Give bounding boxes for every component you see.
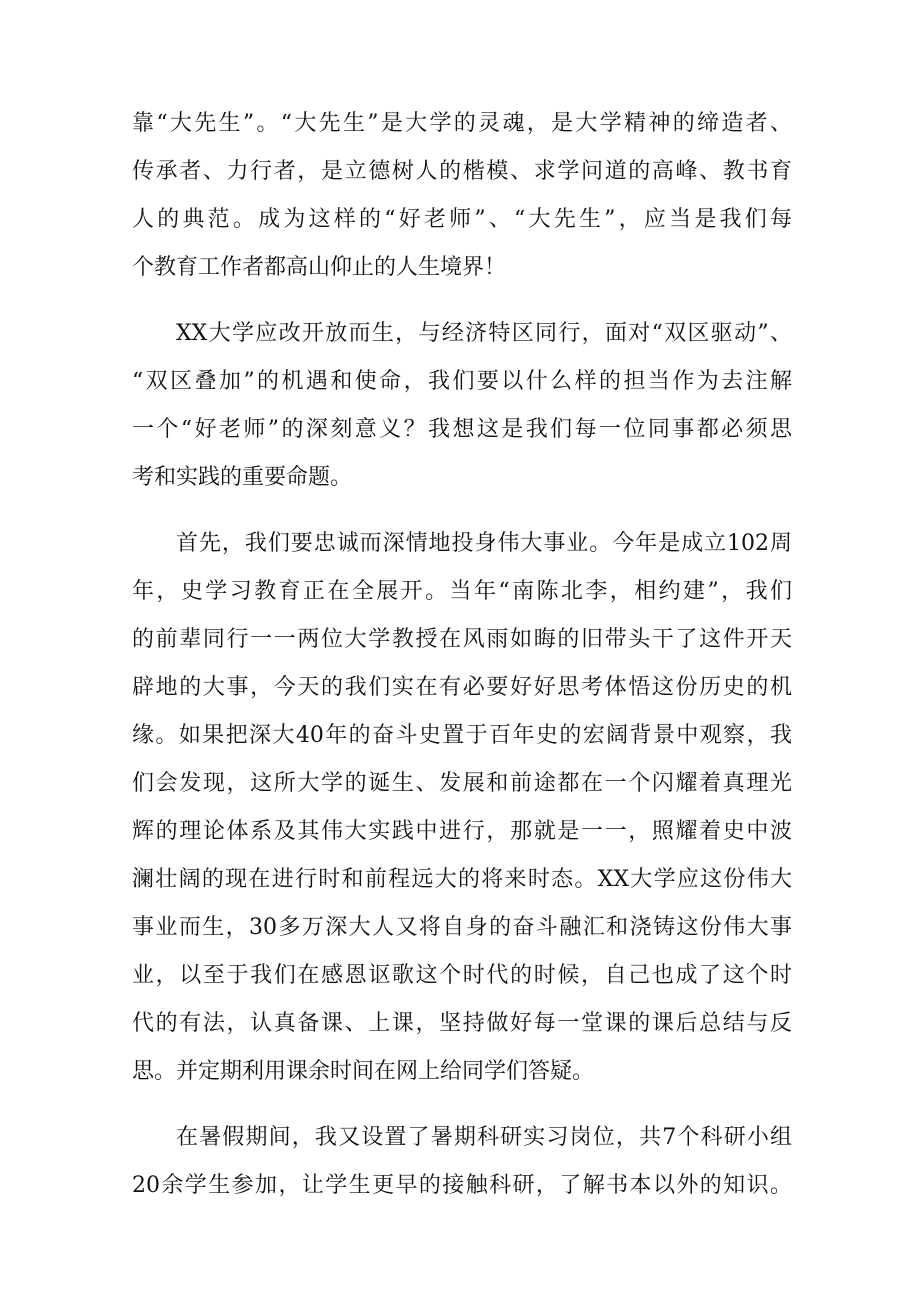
text-line: XX大学应改开放而生，与经济特区同行，面对“双区驱动”、 [176, 321, 792, 346]
text-line: 缘。如果把深大40年的奋斗史置于百年史的宏阔背景中观察，我 [132, 723, 792, 748]
text-line: 一个“好老师”的深刻意义？我想这是我们每一位同事都必须思 [132, 417, 792, 442]
text-line: 个教育工作者都高山仰止的人生境界！ [132, 255, 507, 280]
text-line: 事业而生，30多万深大人又将自身的奋斗融汇和浇铸这份伟大事 [132, 915, 792, 940]
document-body [132, 100, 792, 1210]
paragraph-3 [132, 520, 792, 1096]
text-line: 辟地的大事，今天的我们实在有必要好好思考体悟这份历史的机 [132, 675, 792, 700]
text-line: 代的有法，认真备课、上课，坚持做好每一堂课的课后总结与反 [132, 1011, 792, 1036]
paragraph-1 [132, 100, 792, 292]
text-line: 考和实践的重要命题。 [132, 465, 353, 490]
text-line: 业，以至于我们在感恩讴歌这个时代的时候，自己也成了这个时 [132, 963, 792, 988]
paragraph-2 [132, 310, 792, 502]
text-line: 靠“大先生”。“大先生”是大学的灵魂，是大学精神的缔造者、 [132, 111, 792, 136]
paragraph-4 [132, 1114, 792, 1210]
text-line: 年，史学习教育正在全展开。当年“南陈北李，相约建”，我们 [132, 579, 792, 604]
text-line: “双区叠加”的机遇和使命，我们要以什么样的担当作为去注解 [132, 369, 792, 394]
text-line: 澜壮阔的现在进行时和前程远大的将来时态。XX大学应这份伟大 [132, 867, 792, 892]
text-line: 传承者、力行者，是立德树人的楷模、求学问道的高峰、教书育 [132, 159, 792, 184]
text-line: 20余学生参加，让学生更早的接触科研，了解书本以外的知识。 [132, 1173, 792, 1198]
text-line: 首先，我们要忠诚而深情地投身伟大事业。今年是成立102周 [176, 531, 792, 556]
text-line: 在暑假期间，我又设置了暑期科研实习岗位，共7个科研小组 [176, 1125, 792, 1150]
text-line: 的前辈同行一一两位大学教授在风雨如晦的旧带头干了这件开天 [132, 627, 792, 652]
text-line: 辉的理论体系及其伟大实践中进行，那就是一一，照耀着史中波 [132, 819, 792, 844]
text-line: 思。并定期利用课余时间在网上给同学们答疑。 [132, 1059, 595, 1084]
text-line: 人的典范。成为这样的“好老师”、“大先生”，应当是我们每 [132, 207, 792, 232]
text-line: 们会发现，这所大学的诞生、发展和前途都在一个闪耀着真理光 [132, 771, 792, 796]
